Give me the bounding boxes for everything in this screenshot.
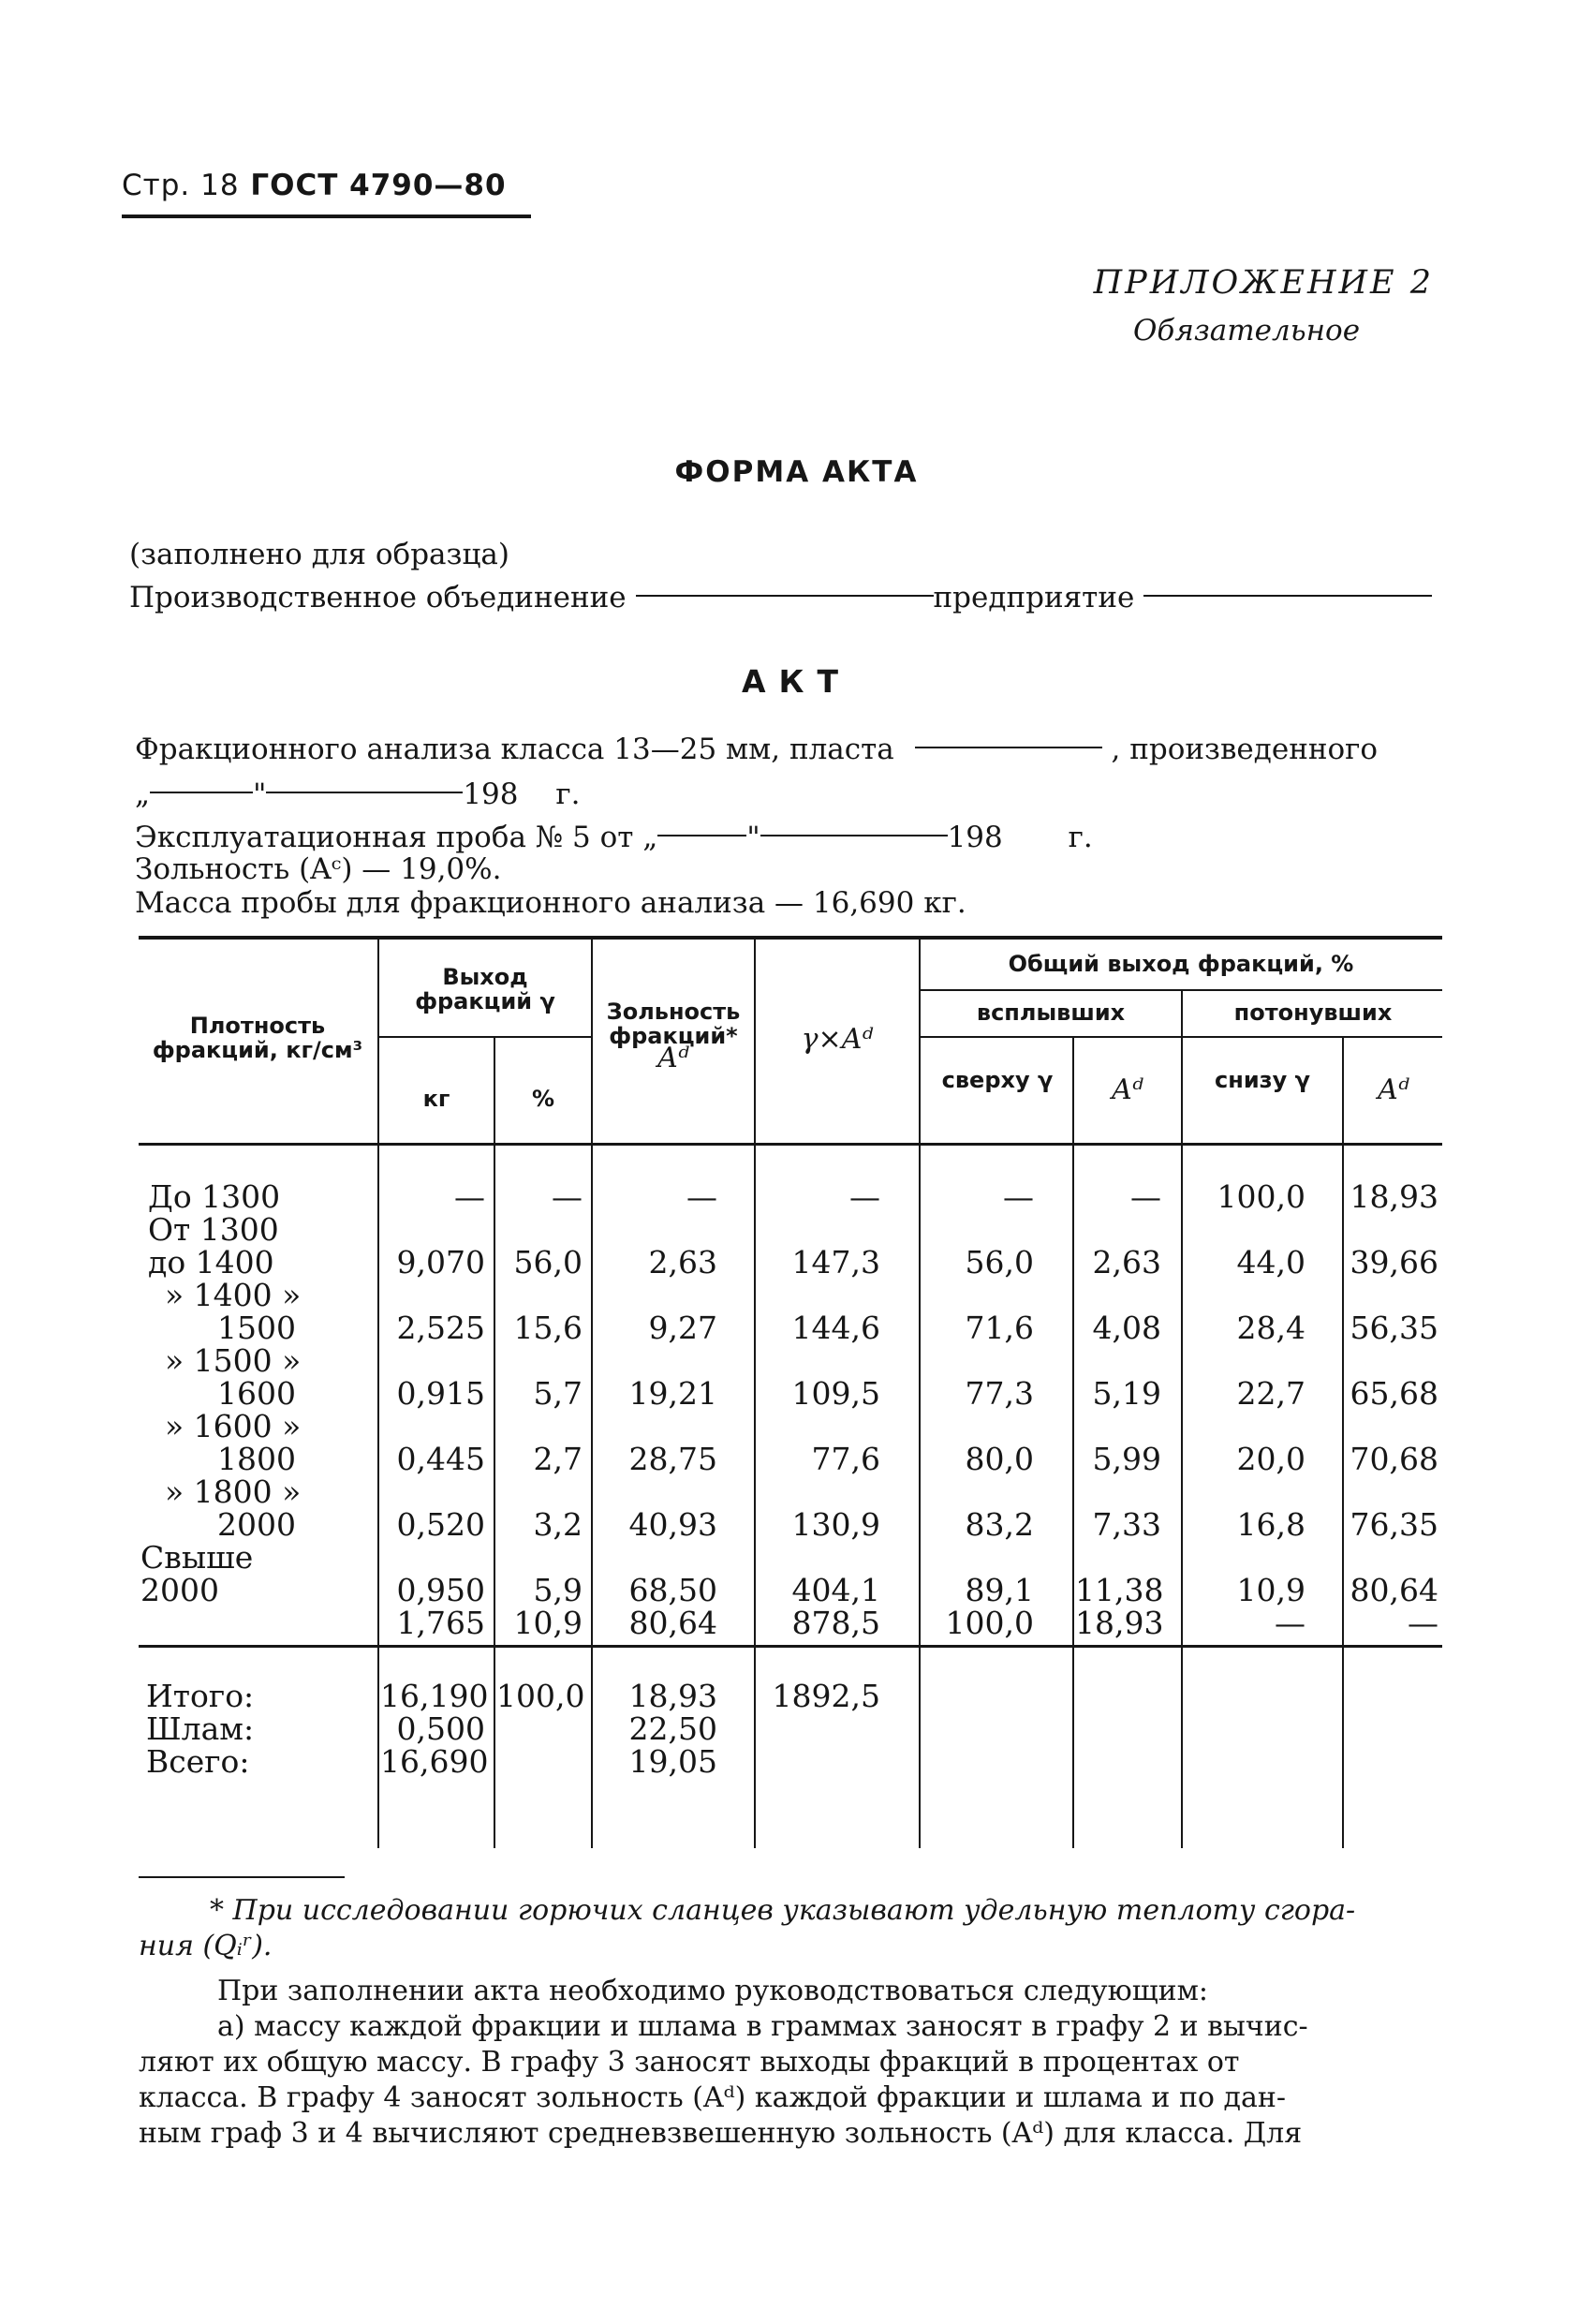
cell-pct: 5,7 (533, 1375, 583, 1412)
ash-line: Зольность (Aᶜ) — 19,0%. (135, 852, 502, 886)
cell-ash: 9,27 (648, 1310, 717, 1346)
instructions-intro: При заполнении акта необходимо руководствоваться следующим: (217, 1975, 1209, 2007)
density-label: » 1500 » (165, 1342, 302, 1379)
cell-top: 80,0 (965, 1441, 1034, 1477)
sample-day-blank (657, 835, 746, 836)
sample-quote-open: „ (642, 821, 658, 854)
density-label: » 1600 » (165, 1408, 302, 1444)
sample-year-prefix: 198 (947, 821, 1003, 854)
instructions-a1: а) массу каждой фракции и шлама в граммах заносят в графу 2 и вычис- (217, 2010, 1308, 2043)
association-blank (636, 595, 934, 597)
intro-association-line (129, 581, 1432, 614)
cell-product: 147,3 (791, 1244, 880, 1280)
produced-label: , произведенного (1111, 733, 1379, 766)
cell-pct: 2,7 (533, 1441, 583, 1477)
table-top-rule (139, 936, 1442, 940)
quote-open: „ (135, 777, 151, 811)
cell-pct: 3,2 (533, 1506, 583, 1543)
header-density: Плотность фракций, кг/см³ (152, 1013, 363, 1063)
sample-line (135, 821, 1093, 854)
col-line-7 (1181, 989, 1183, 1848)
cell-top-ad: 2,63 (1092, 1244, 1161, 1280)
cell-kg: 0,520 (396, 1506, 485, 1543)
cell-bottom-ad: 39,66 (1350, 1244, 1438, 1280)
cell-kg: 9,070 (396, 1244, 485, 1280)
cell-ash: 19,21 (628, 1375, 717, 1412)
cell-ash: 80,64 (628, 1605, 717, 1641)
header-from-bottom: снизу γ (1215, 1067, 1310, 1093)
sample-label: Эксплуатационная проба № 5 от (135, 821, 634, 854)
cell-top: 89,1 (965, 1572, 1034, 1608)
cell-kg: 0,950 (396, 1572, 485, 1608)
totals-label: Шлам: (146, 1710, 255, 1747)
header-bottom-ad: Aᵈ (1378, 1073, 1409, 1106)
density-label: » 1800 » (165, 1473, 302, 1510)
enterprise-label: предприятие (933, 581, 1135, 614)
cell-top: 77,3 (965, 1375, 1034, 1412)
cell-bottom: 10,9 (1236, 1572, 1305, 1608)
cell-top: 56,0 (965, 1244, 1034, 1280)
cell-bottom-ad: 70,68 (1350, 1441, 1438, 1477)
totals-ash: 19,05 (628, 1743, 717, 1780)
density-label: 1500 (217, 1310, 296, 1346)
header-from-top: сверху γ (941, 1067, 1054, 1093)
instructions-a3: класса. В графу 4 заносят зольность (Aᵈ) каждой фракции и шлама и по дан- (139, 2081, 1287, 2114)
cell-ash: — (686, 1178, 717, 1215)
cell-product: 878,5 (791, 1605, 880, 1641)
cell-bottom: 28,4 (1236, 1310, 1305, 1346)
col-line-8 (1342, 1036, 1344, 1848)
col-line-4 (754, 940, 756, 1848)
cell-bottom-ad: 56,35 (1350, 1310, 1438, 1346)
cell-bottom: — (1275, 1605, 1305, 1641)
density-label: 2000 (140, 1572, 219, 1608)
cell-top-ad: 18,93 (1075, 1605, 1164, 1641)
totals-kg: 16,690 (380, 1743, 489, 1780)
col-line-5 (919, 940, 921, 1848)
cell-bottom-ad: 18,93 (1350, 1178, 1438, 1215)
cell-top-ad: 11,38 (1075, 1572, 1164, 1608)
header-floating: всплывших (976, 999, 1126, 1026)
cell-bottom-ad: — (1408, 1605, 1438, 1641)
intro-note: (заполнено для образца) (129, 538, 509, 571)
cell-bottom-ad: 80,64 (1350, 1572, 1438, 1608)
cell-pct: — (552, 1178, 583, 1215)
cell-product: 77,6 (811, 1441, 880, 1477)
density-label: 1600 (217, 1375, 296, 1412)
cell-kg: — (454, 1178, 485, 1215)
cell-pct: 5,9 (533, 1572, 583, 1608)
header-top-ad: Aᵈ (1112, 1073, 1143, 1106)
header-total-yield: Общий выход фракций, % (1008, 951, 1354, 977)
year-prefix: 198 (463, 777, 519, 811)
appendix-subtitle: Обязательное (1133, 314, 1361, 348)
cell-ash: 40,93 (628, 1506, 717, 1543)
form-title: ФОРМА АКТА (674, 455, 919, 489)
instructions-a2: ляют их общую массу. В графу 3 заносят выходы фракций в процентах от (139, 2046, 1240, 2079)
cell-top-ad: 4,08 (1092, 1310, 1161, 1346)
cell-top: 100,0 (945, 1605, 1034, 1641)
totals-ash: 18,93 (628, 1678, 717, 1714)
density-label: » 1400 » (165, 1277, 302, 1313)
totals-label: Итого: (146, 1678, 255, 1714)
date-line-1 (135, 777, 580, 811)
totals-kg: 16,190 (380, 1678, 489, 1714)
totals-pct: 100,0 (496, 1678, 585, 1714)
cell-product: — (849, 1178, 880, 1215)
quote-close: " (253, 777, 267, 811)
cell-bottom-ad: 65,68 (1350, 1375, 1438, 1412)
cell-ash: 28,75 (628, 1441, 717, 1477)
header-rule-yield (379, 1036, 592, 1038)
col-line-1 (377, 940, 379, 1848)
enterprise-blank (1143, 595, 1432, 597)
body-bottom-rule (139, 1645, 1442, 1648)
footnote-rule (139, 1876, 345, 1878)
density-label: 2000 (217, 1506, 296, 1543)
cell-bottom: 100,0 (1217, 1178, 1305, 1215)
cell-pct: 10,9 (513, 1605, 583, 1641)
header-bottom-rule (139, 1143, 1442, 1146)
cell-kg: 0,915 (396, 1375, 485, 1412)
mass-line: Масса пробы для фракционного анализа — 16,690 кг. (135, 886, 966, 920)
header-yield: Выход фракций γ (415, 964, 555, 1014)
cell-bottom: 16,8 (1236, 1506, 1305, 1543)
col-line-6 (1072, 1036, 1074, 1848)
instructions-a4: ным граф 3 и 4 вычисляют средневзвешенную зольность (Aᵈ) для класса. Для (139, 2117, 1303, 2150)
density-label: От 1300 (148, 1211, 279, 1248)
totals-label: Всего: (146, 1743, 250, 1780)
cell-top-ad: 5,99 (1092, 1441, 1161, 1477)
akt-title: АКТ (741, 663, 852, 700)
standard-code: ГОСТ 4790—80 (250, 169, 507, 202)
cell-kg: 0,445 (396, 1441, 485, 1477)
cell-product: 144,6 (791, 1310, 880, 1346)
cell-ash: 68,50 (628, 1572, 717, 1608)
cell-ash: 2,63 (648, 1244, 717, 1280)
header-product: γ×Aᵈ (801, 1023, 874, 1056)
totals-kg: 0,500 (396, 1710, 485, 1747)
cell-pct: 56,0 (513, 1244, 583, 1280)
sample-month-blank (760, 835, 948, 836)
cell-top-ad: 5,19 (1092, 1375, 1161, 1412)
cell-pct: 15,6 (513, 1310, 583, 1346)
association-label: Производственное объединение (129, 581, 627, 614)
page-number: Стр. 18 (122, 169, 240, 202)
day-blank (150, 792, 253, 793)
density-label: До 1300 (148, 1178, 281, 1215)
fraction-line (135, 733, 1378, 766)
header-sinking: потонувших (1233, 999, 1393, 1026)
cell-kg: 1,765 (396, 1605, 485, 1641)
header-yield-pct: % (531, 1086, 555, 1112)
cell-bottom: 20,0 (1236, 1441, 1305, 1477)
header-rule (122, 215, 531, 218)
cell-kg: 2,525 (396, 1310, 485, 1346)
header-yield-kg: кг (422, 1086, 450, 1112)
cell-bottom: 44,0 (1236, 1244, 1305, 1280)
cell-product: 109,5 (791, 1375, 880, 1412)
density-label: 1800 (217, 1441, 296, 1477)
year-suffix: г. (555, 777, 581, 811)
cell-top: — (1003, 1178, 1034, 1215)
density-label: Свыше (140, 1539, 254, 1576)
density-label: до 1400 (148, 1244, 274, 1280)
header-ash-symbol: Aᵈ (657, 1042, 689, 1074)
totals-product: 1892,5 (772, 1678, 880, 1714)
footnote-line-1: * При исследовании горючих сланцев указывают удельную теплоту сгора- (210, 1894, 1356, 1927)
footnote-line-2: ния (Qᵢʳ). (139, 1930, 273, 1962)
totals-ash: 22,50 (628, 1710, 717, 1747)
month-blank (266, 792, 463, 793)
cell-bottom-ad: 76,35 (1350, 1506, 1438, 1543)
cell-top-ad: — (1130, 1178, 1161, 1215)
appendix-title: ПРИЛОЖЕНИЕ 2 (1093, 264, 1434, 302)
cell-product: 130,9 (791, 1506, 880, 1543)
cell-bottom: 22,7 (1236, 1375, 1305, 1412)
col-line-2 (494, 1036, 495, 1848)
cell-top: 71,6 (965, 1310, 1034, 1346)
col-line-3 (591, 940, 593, 1848)
sample-quote-close: " (746, 821, 760, 854)
header-ash: Зольность фракций* (606, 999, 741, 1049)
sample-year-suffix: г. (1068, 821, 1093, 854)
fraction-label: Фракционного анализа класса 13—25 мм, пласта (135, 733, 894, 766)
cell-top-ad: 7,33 (1092, 1506, 1161, 1543)
cell-product: 404,1 (791, 1572, 880, 1608)
cell-top: 83,2 (965, 1506, 1034, 1543)
page-header (122, 169, 507, 202)
seam-blank (915, 747, 1102, 748)
